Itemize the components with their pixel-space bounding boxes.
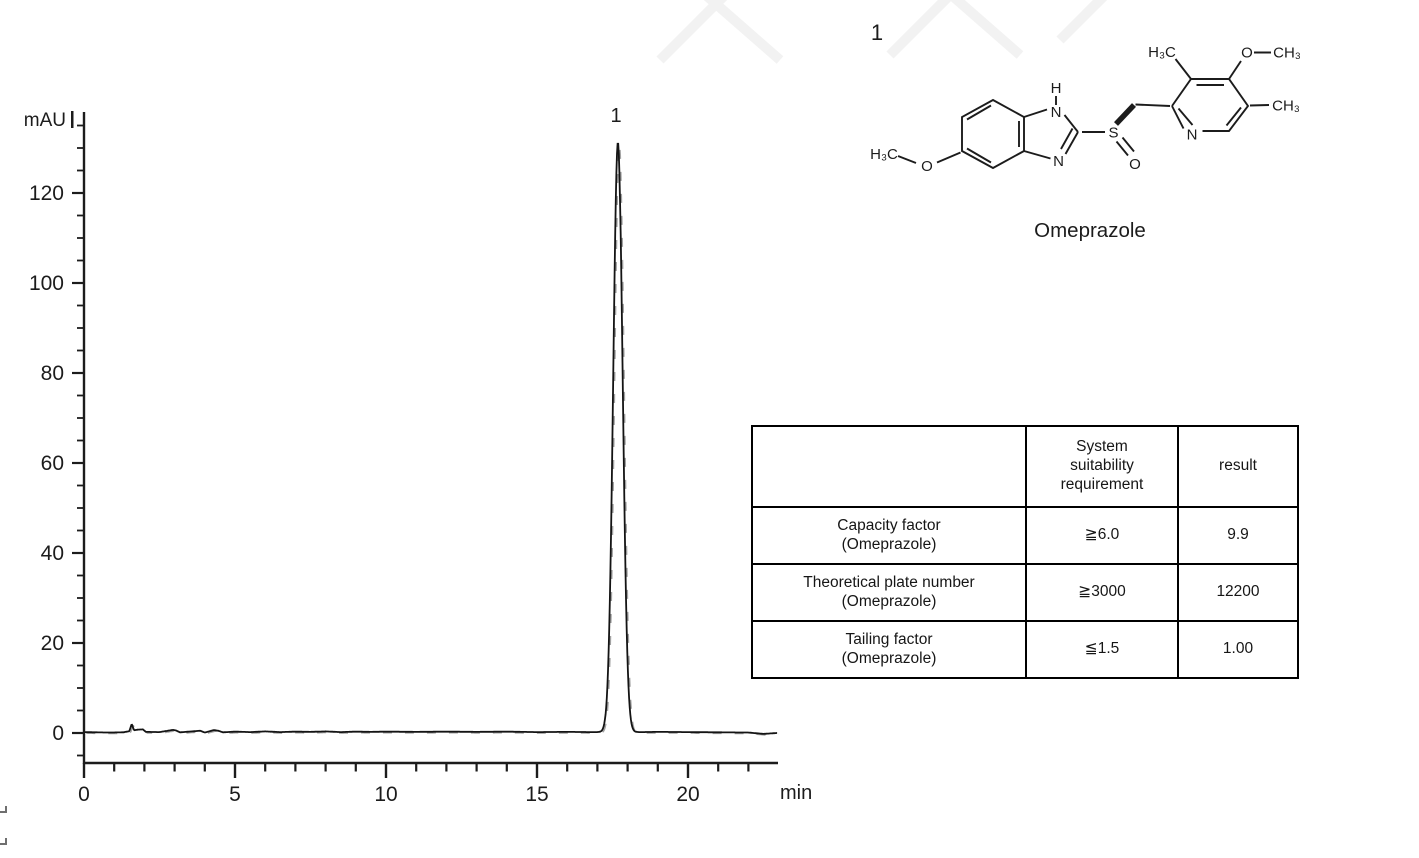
parameter-cell: [752, 564, 1026, 621]
methyl-c3-label: H₃C: [1148, 44, 1176, 61]
omeprazole-structure: [850, 10, 1330, 260]
compound-name: Omeprazole: [1034, 219, 1146, 242]
trace-scan-echo: [86, 145, 778, 735]
x-tick-label: 20: [676, 783, 700, 806]
requirement-cell: ≦1.5: [1026, 621, 1178, 678]
pyridine-n-label: N: [1186, 126, 1198, 144]
y-tick-label: 20: [40, 632, 64, 655]
peak-label: 1: [610, 105, 622, 127]
parameter-name: Theoretical plate number: [803, 573, 975, 591]
result-cell: 1.00: [1178, 621, 1298, 678]
methyl-c5-label: CH₃: [1272, 97, 1300, 115]
table-header-row: [752, 426, 1298, 507]
header-parameter: [752, 426, 1026, 507]
methoxy-c4-c-label: CH₃: [1273, 44, 1301, 62]
sulfoxide-s-label: S: [1108, 124, 1119, 142]
methoxy-left-o-label: O: [921, 158, 933, 175]
parameter-analyte: (Omeprazole): [841, 535, 937, 553]
table-row: [752, 564, 1298, 621]
y-tick-label: 100: [28, 272, 64, 295]
x-tick-label: 5: [229, 783, 241, 806]
x-axis-unit-label: min: [780, 782, 813, 804]
page-edge-artifact: [0, 838, 7, 845]
methoxy-left-c-label: H₃C: [870, 146, 898, 163]
y-tick-label: 80: [40, 362, 64, 385]
parameter-name: Tailing factor: [845, 630, 933, 648]
methoxy-c4-o-label: O: [1241, 44, 1253, 62]
y-axis-label-bar: [71, 111, 74, 128]
parameter-cell: [752, 507, 1026, 564]
x-tick-label: 0: [78, 783, 90, 806]
parameter-analyte: (Omeprazole): [841, 592, 937, 610]
table-row: [752, 621, 1298, 678]
chromatogram-trace: [85, 144, 779, 735]
y-tick-label: 60: [40, 452, 64, 475]
stereo-wedge-bond: [1116, 105, 1134, 124]
y-axis-unit-label: mAU: [23, 110, 66, 131]
sulfoxide-o-label: O: [1129, 156, 1141, 173]
parameter-name: Capacity factor: [837, 516, 941, 534]
imidazole-n1-label: N: [1050, 104, 1062, 121]
page-edge-artifact: [0, 806, 7, 813]
y-tick-label: 120: [28, 182, 64, 205]
x-tick-label: 15: [525, 783, 549, 806]
parameter-cell: [752, 621, 1026, 678]
requirement-cell: ≧3000: [1026, 564, 1178, 621]
result-cell: 12200: [1178, 564, 1298, 621]
header-requirement: [1026, 426, 1178, 507]
axis-ticks: [29, 126, 748, 807]
header-result: result: [1178, 426, 1298, 507]
parameter-analyte: (Omeprazole): [841, 649, 937, 667]
nh-hydrogen-label: H: [1050, 80, 1062, 97]
x-tick-label: 10: [374, 783, 398, 806]
figure-number: 1: [870, 20, 884, 45]
requirement-cell: ≧6.0: [1026, 507, 1178, 564]
table-row: [752, 507, 1298, 564]
imidazole-n3-label: N: [1053, 153, 1064, 170]
bond-skeleton: [898, 53, 1271, 169]
system-suitability-table: [751, 425, 1299, 679]
trace-line: [85, 144, 777, 734]
y-tick-label: 40: [40, 542, 64, 565]
atom-labels: [870, 44, 1301, 175]
result-cell: 9.9: [1178, 507, 1298, 564]
header-requirement-text: System suitability requirement: [1060, 438, 1144, 493]
y-tick-label: 0: [52, 722, 64, 745]
